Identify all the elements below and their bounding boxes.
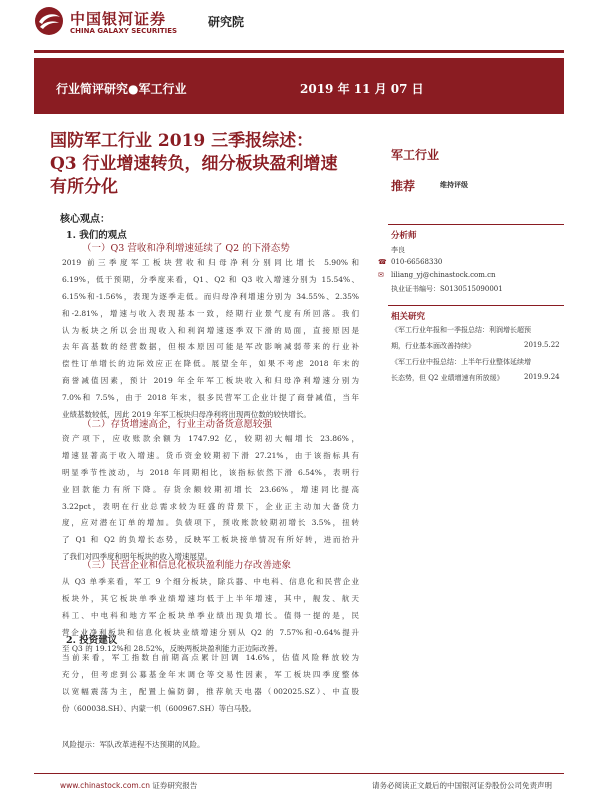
section-heading-views: 1. 我们的观点 — [66, 230, 127, 241]
phone-icon: ☎ — [378, 258, 387, 266]
paragraph-line: 和-2.81%，增速与收入表现基本一致，经期行业景气度有所回落。我们 — [62, 308, 359, 318]
subsection-heading-1: （一）Q3 营收和净利增速延续了 Q2 的下滑态势 — [82, 243, 290, 254]
paragraph-line: 商誉减值因素，预计 2019 年全年军工板块收入和归母净利增速分别为 — [62, 376, 359, 386]
related-item-1-line1[interactable]: 《军工行业年报和一季报总结：利润增长超预 — [391, 326, 531, 334]
analyst-phone: 010-66568330 — [391, 258, 443, 266]
paragraph-line: 2019 前三季度军工板块营收和归母净利分别同比增长 5.90%和 — [62, 258, 359, 267]
header-divider — [34, 50, 564, 53]
related-item-2-line1[interactable]: 《军工行业中报总结：上半年行业整体延续增 — [391, 358, 531, 366]
footer-url[interactable]: www.chinastock.com.cn — [60, 781, 150, 790]
footer-url-suffix: 证券研究报告 — [152, 781, 198, 790]
paragraph-line: 6.19%，低于预期，分季度来看，Q1、Q2 和 Q3 收入增速分别为 15.54%、 — [62, 274, 359, 284]
analyst-heading: 分析师 — [391, 231, 417, 241]
paragraph-line: 了 Q1 和 Q2 的负增长态势，反映军工板块接单情况有所好转，进而抬升 — [62, 535, 359, 545]
logo-chinese-name: 中国银河证券 — [70, 10, 167, 28]
paragraph-line: 充分，但考虑到公募基金年末调仓等交易性因素，军工板块四季度整体 — [62, 669, 359, 679]
paragraph-line: 科工、中电科和地方军企板块单季业绩出现负增长。值得一提的是，民 — [62, 610, 359, 620]
related-item-2-date: 2019.9.24 — [524, 373, 560, 381]
sidebar-rating-note: 维持评级 — [440, 180, 468, 189]
sidebar-divider — [388, 224, 564, 225]
logo-english-name: CHINA GALAXY SECURITIES — [70, 27, 178, 35]
paragraph-line: 7.0%和 7.5%，由于 2018 年末，很多民营军工企业计提了商誉减值，当年 — [62, 393, 359, 403]
related-research-heading: 相关研究 — [391, 312, 426, 322]
logo-institute-label: 研究院 — [208, 15, 245, 29]
paragraph-line: 营企业净利板块和信息化板块业绩增速分别从 Q2 的 7.57%和-0.64%提升 — [62, 627, 359, 637]
analyst-license: 执业证书编号：S0130515090001 — [391, 285, 503, 293]
paragraph-4 — [62, 650, 359, 718]
paragraph-line: 份（600038.SH）、内蒙一机（600967.SH）等白马股。 — [62, 703, 257, 713]
sidebar-rating: 推荐 — [391, 179, 416, 193]
paragraph-line: 以宽幅震荡为主，配置上偏防御，推荐航天电器（002025.SZ）、中直股 — [62, 686, 359, 696]
paragraph-line: 至 Q3 的 19.12%和 28.52%，反映两板块盈利能力正边际改善。 — [62, 644, 283, 654]
paragraph-line: 偿性订单增长的边际效应正在降低。展望全年，如果不考虑 2018 年末的 — [62, 359, 359, 369]
paragraph-1 — [62, 255, 359, 424]
paragraph-line: 增速显著高于收入增速。货币资金较期初下滑 27.21%，由于该指标具有 — [62, 450, 359, 460]
paragraph-line: 6.15%和-1.56%，表现为逐季走低。而归母净利增速分别为 34.55%、2.35% — [62, 291, 359, 301]
subsection-heading-3: （三）民营企业和信息化板块盈利能力存改善迹象 — [82, 560, 292, 571]
paragraph-line: 当前来看，军工指数自前期高点累计回调 14.6%，估值风险释放较为 — [62, 653, 359, 662]
sidebar-industry: 军工行业 — [391, 148, 440, 162]
email-icon: ✉ — [378, 271, 384, 279]
paragraph-line: 从 Q3 单季来看，军工 9 个细分板块，除兵器、中电科、信息化和民营企业 — [62, 576, 359, 586]
footer-website[interactable] — [60, 780, 197, 791]
paragraph-line: 认为板块之所以会出现收入和利润增速逐季双下滑的局面，直接原因是 — [62, 325, 359, 335]
related-item-2-line2[interactable]: 长态势，但 Q2 业绩增速有所放缓》 — [391, 374, 504, 382]
footer-disclaimer: 请务必阅读正文最后的中国银河证券股份公司免责声明 — [372, 781, 552, 790]
paragraph-line: 3.22pct，表明在行业总需求较为旺盛的背景下，企业正主动加大备货力 — [62, 501, 359, 511]
report-title-line2: Q3 行业增速转负，细分板块盈利增速 — [50, 154, 338, 174]
paragraph-line: 业绩基数较低，因此 2019 年军工板块归母净利将出现两位数的较快增长。 — [62, 410, 311, 420]
sidebar-divider — [388, 305, 564, 306]
analyst-email[interactable]: liliang_yj@chinastock.com.cn — [391, 271, 496, 279]
section-heading-investment: 2. 投资建议 — [66, 635, 118, 646]
related-item-1-line2[interactable]: 期，行业基本面改善持续》 — [391, 342, 475, 350]
report-date: 2019 年 11 月 07 日 — [300, 82, 424, 96]
core-views-label: 核心观点： — [60, 214, 110, 225]
report-title-line1: 国防军工行业 2019 三季报综述： — [50, 131, 314, 151]
paragraph-line: 去年高基数的经营数据，但根本原因可能是军改影响减弱带来的行业补 — [62, 342, 359, 352]
galaxy-logo-icon — [34, 6, 64, 36]
related-item-1-date: 2019.5.22 — [524, 341, 560, 349]
report-category: 行业简评研究●军工行业 — [56, 82, 187, 96]
paragraph-line: 板块外，其它板块单季业绩增速均低于上半年增速，其中，舰发、航天 — [62, 593, 359, 603]
subsection-heading-2: （二）存货增速高企，行业主动备货意愿较强 — [82, 419, 273, 430]
paragraph-line: 业回款能力有所下降。存货余额较期初增长 23.66%，增速同比提高 — [62, 484, 359, 494]
paragraph-line: 度，应对潜在订单的增加。负债项下，预收账款较期初增长 3.5%，扭转 — [62, 518, 359, 528]
footer-divider — [34, 773, 564, 774]
risk-warning: 风险提示：军队改革进程不达预期的风险。 — [62, 740, 205, 749]
analyst-name: 李良 — [391, 246, 405, 254]
report-title-line3: 有所分化 — [50, 177, 118, 197]
paragraph-line: 资产项下，应收账款余额为 1747.92 亿，较期初大幅增长 23.86%， — [62, 434, 359, 443]
paragraph-line: 了我们对四季度和明年板块的收入增速展望。 — [62, 552, 212, 562]
paragraph-line: 明显季节性波动，与 2018 年同期相比，该指标依然下滑 6.54%，表明行 — [62, 467, 359, 477]
paragraph-2 — [62, 431, 359, 566]
